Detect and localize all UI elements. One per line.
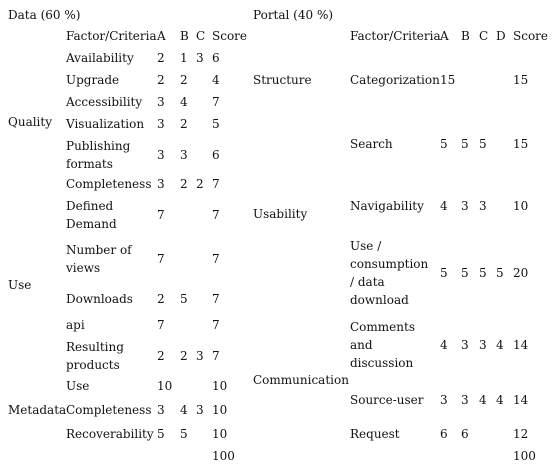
data-group-label: Use <box>8 278 32 292</box>
portal-score-cell: 12 <box>513 427 529 441</box>
data-col-c-header: C <box>196 29 206 43</box>
data-a-cell: 3 <box>157 95 165 109</box>
data-score-cell: 7 <box>212 252 220 266</box>
data-group-label: Metadata <box>8 403 67 417</box>
data-a-cell: 3 <box>157 148 165 162</box>
data-a-cell: 2 <box>157 292 165 306</box>
portal-b-cell: 3 <box>461 393 469 407</box>
data-a-cell: 5 <box>157 427 165 441</box>
portal-factor-cell: Search <box>350 137 393 151</box>
portal-group-label: Communication <box>253 373 349 387</box>
portal-b-cell: 3 <box>461 338 469 352</box>
portal-a-cell: 5 <box>440 266 448 280</box>
data-a-cell: 3 <box>157 177 165 191</box>
portal-factor-cell: Categorization <box>350 73 440 87</box>
data-c-cell: 3 <box>196 349 204 363</box>
data-score-cell: 7 <box>212 292 220 306</box>
portal-score-cell: 15 <box>513 73 529 87</box>
portal-score-cell: 14 <box>513 338 529 352</box>
portal-d-cell: 4 <box>496 393 504 407</box>
data-a-cell: 7 <box>157 208 165 222</box>
portal-factor-cell: Navigability <box>350 199 424 213</box>
portal-c-cell: 5 <box>479 137 487 151</box>
data-b-cell: 2 <box>180 349 188 363</box>
portal-a-cell: 4 <box>440 338 448 352</box>
portal-factor-criteria-header: Factor/Criteria <box>350 29 441 43</box>
data-score-cell: 7 <box>212 95 220 109</box>
portal-factor-cell: Comments and discussion <box>350 320 415 370</box>
data-score-cell: 4 <box>212 73 220 87</box>
data-factor-cell: Recoverability <box>66 427 154 441</box>
data-factor-cell: Number of views <box>66 243 132 275</box>
data-a-cell: 10 <box>157 379 173 393</box>
data-a-cell: 7 <box>157 318 165 332</box>
data-factor-cell: Accessibility <box>66 95 143 109</box>
data-factor-cell: api <box>66 318 85 332</box>
data-score-header: Score <box>212 29 248 43</box>
data-score-cell: 5 <box>212 117 220 131</box>
portal-c-cell: 3 <box>479 199 487 213</box>
data-score-cell: 6 <box>212 148 220 162</box>
portal-score-cell: 14 <box>513 393 529 407</box>
data-factor-cell: Visualization <box>66 117 145 131</box>
data-factor-cell: Completeness <box>66 177 152 191</box>
data-group-label: Quality <box>8 115 52 129</box>
portal-col-d-header: D <box>496 29 506 43</box>
data-a-cell: 3 <box>157 403 165 417</box>
data-factor-cell: Defined Demand <box>66 199 117 231</box>
portal-score-header: Score <box>513 29 549 43</box>
portal-a-cell: 15 <box>440 73 456 87</box>
portal-group-label: Usability <box>253 207 308 221</box>
data-factor-cell: Upgrade <box>66 73 120 87</box>
data-b-cell: 3 <box>180 148 188 162</box>
data-b-cell: 1 <box>180 51 188 65</box>
data-col-a-header: A <box>157 29 166 43</box>
data-score-cell: 10 <box>212 379 228 393</box>
portal-total: 100 <box>513 449 536 463</box>
portal-score-cell: 20 <box>513 266 529 280</box>
data-col-b-header: B <box>180 29 189 43</box>
data-a-cell: 2 <box>157 349 165 363</box>
portal-score-cell: 10 <box>513 199 529 213</box>
portal-b-cell: 5 <box>461 266 469 280</box>
data-c-cell: 3 <box>196 403 204 417</box>
data-score-cell: 10 <box>212 427 228 441</box>
data-b-cell: 2 <box>180 177 188 191</box>
data-score-cell: 7 <box>212 208 220 222</box>
data-c-cell: 3 <box>196 51 204 65</box>
portal-d-cell: 4 <box>496 338 504 352</box>
data-a-cell: 3 <box>157 117 165 131</box>
portal-group-label: Structure <box>253 73 312 87</box>
portal-b-cell: 6 <box>461 427 469 441</box>
portal-b-cell: 3 <box>461 199 469 213</box>
data-section-header: Data (60 %) <box>8 8 81 22</box>
data-b-cell: 5 <box>180 292 188 306</box>
data-score-cell: 10 <box>212 403 228 417</box>
data-b-cell: 4 <box>180 95 188 109</box>
data-a-cell: 7 <box>157 252 165 266</box>
data-b-cell: 4 <box>180 403 188 417</box>
data-score-cell: 7 <box>212 177 220 191</box>
data-factor-cell: Availability <box>66 51 134 65</box>
portal-col-a-header: A <box>440 29 449 43</box>
portal-c-cell: 3 <box>479 338 487 352</box>
portal-a-cell: 4 <box>440 199 448 213</box>
data-total: 100 <box>212 449 235 463</box>
data-score-cell: 7 <box>212 318 220 332</box>
data-b-cell: 2 <box>180 117 188 131</box>
data-factor-cell: Completeness <box>66 403 152 417</box>
data-a-cell: 2 <box>157 51 165 65</box>
data-score-cell: 6 <box>212 51 220 65</box>
portal-d-cell: 5 <box>496 266 504 280</box>
data-factor-cell: Publishing formats <box>66 139 131 171</box>
portal-factor-cell: Use / consumption / data download <box>350 239 429 307</box>
data-factor-cell: Resulting products <box>66 340 124 372</box>
portal-a-cell: 5 <box>440 137 448 151</box>
data-factor-cell: Use <box>66 379 90 393</box>
portal-score-cell: 15 <box>513 137 529 151</box>
data-score-cell: 7 <box>212 349 220 363</box>
portal-factor-cell: Source-user <box>350 393 424 407</box>
data-c-cell: 2 <box>196 177 204 191</box>
portal-c-cell: 4 <box>479 393 487 407</box>
portal-c-cell: 5 <box>479 266 487 280</box>
portal-b-cell: 5 <box>461 137 469 151</box>
data-factor-criteria-header: Factor/Criteria <box>66 29 157 43</box>
data-a-cell: 2 <box>157 73 165 87</box>
data-b-cell: 5 <box>180 427 188 441</box>
portal-a-cell: 3 <box>440 393 448 407</box>
portal-factor-cell: Request <box>350 427 400 441</box>
portal-a-cell: 6 <box>440 427 448 441</box>
portal-section-header: Portal (40 %) <box>253 8 334 22</box>
portal-col-c-header: C <box>479 29 489 43</box>
data-b-cell: 2 <box>180 73 188 87</box>
data-factor-cell: Downloads <box>66 292 133 306</box>
portal-col-b-header: B <box>461 29 470 43</box>
